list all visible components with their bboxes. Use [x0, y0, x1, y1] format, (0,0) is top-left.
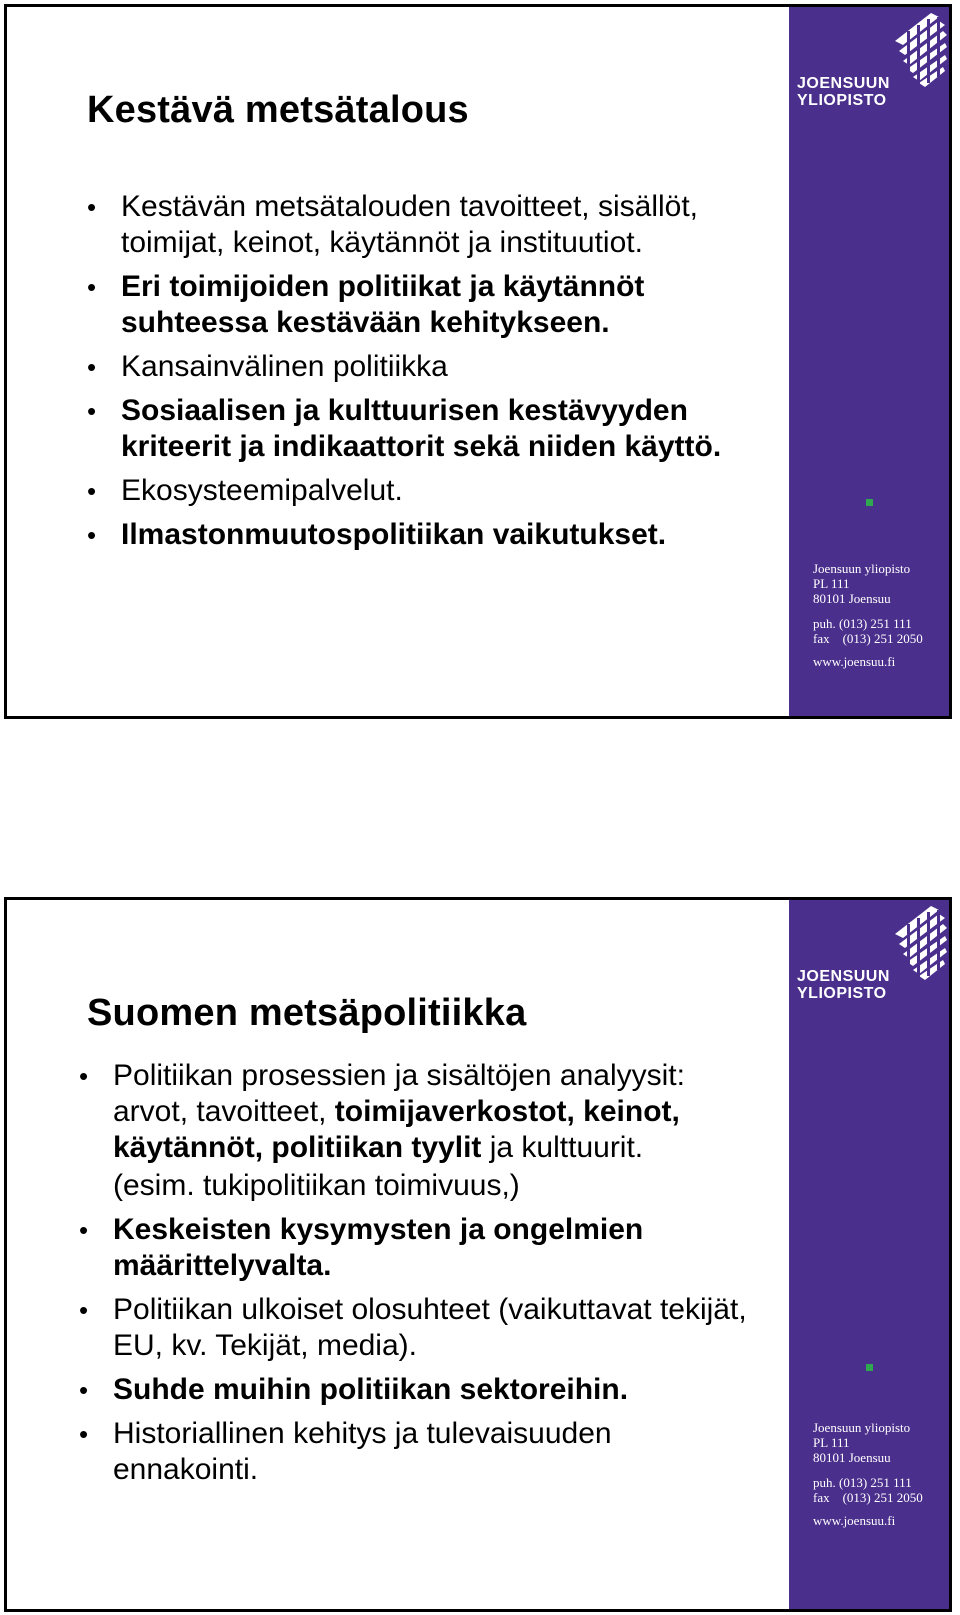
- slide-2: [4, 897, 952, 1612]
- bullet-dot-icon: •: [79, 1215, 89, 1245]
- contact-phone: puh. (013) 251 111: [813, 616, 912, 631]
- green-square-icon: [866, 1364, 873, 1371]
- bullet-text: ja kulttuurit.: [481, 1131, 644, 1164]
- bullet-text: Kansainvälinen politiikka: [121, 350, 448, 383]
- bullet-item: [85, 349, 775, 385]
- slide-title: Kestävä metsätalous: [87, 89, 469, 131]
- contact-url[interactable]: www.joensuu.fi: [813, 654, 896, 669]
- contact-url[interactable]: www.joensuu.fi: [813, 1513, 896, 1528]
- bullet-item: [77, 1372, 757, 1408]
- bullet-text: Historiallinen kehitys ja tulevaisuuden ennakointi.: [113, 1417, 612, 1486]
- bullet-item: [77, 1058, 757, 1166]
- bullet-dot-icon: •: [79, 1061, 89, 1091]
- bullet-dot-icon: •: [87, 272, 97, 302]
- bullet-dot-icon: •: [79, 1375, 89, 1405]
- bullet-text: Ilmastonmuutospolitiikan vaikutukset.: [121, 518, 667, 551]
- bullet-text: Sosiaalisen ja kulttuurisen kestävyyden kriteerit ja indikaattorit sekä niiden käyttö.: [121, 394, 722, 463]
- university-logo-text: [797, 968, 890, 1002]
- bullet-dot-icon: •: [87, 192, 97, 222]
- bullet-text: Suhde muihin politiikan sektoreihin.: [113, 1373, 629, 1406]
- bullet-item: [77, 1416, 757, 1488]
- contact-block: [813, 1420, 923, 1528]
- green-square-icon: [866, 499, 873, 506]
- bullet-dot-icon: •: [87, 396, 97, 426]
- bullet-list: [85, 189, 775, 561]
- logo-line-2: YLIOPISTO: [797, 92, 887, 109]
- bullet-text: Kestävän metsätalouden tavoitteet, sisällöt, toimijat, keinot, käytännöt ja instituutiot.: [121, 190, 699, 259]
- contact-box: PL 111: [813, 576, 850, 591]
- university-logo-text: [797, 75, 890, 109]
- logo-line-1: JOENSUUN: [797, 75, 890, 92]
- bullet-item: [85, 473, 775, 509]
- contact-name: Joensuun yliopisto: [813, 561, 911, 576]
- contact-postal: 80101 Joensuu: [813, 1450, 891, 1465]
- bullet-text: (esim. tukipolitiikan toimivuus,): [113, 1169, 520, 1202]
- bullet-item: [85, 189, 775, 261]
- bullet-text: Politiikan prosessien ja sisältöjen analyysit: arvot, tavoitteet,: [113, 1059, 685, 1128]
- contact-fax: fax (013) 251 2050: [813, 631, 923, 646]
- contact-postal: 80101 Joensuu: [813, 591, 891, 606]
- brand-sidebar: [789, 900, 949, 1609]
- contact-name: Joensuun yliopisto: [813, 1420, 911, 1435]
- slide-content: [7, 900, 792, 1609]
- slide-1: [4, 4, 952, 719]
- bullet-dot-icon: •: [87, 476, 97, 506]
- bullet-item: [85, 517, 775, 553]
- bullet-item: [85, 393, 775, 465]
- bullet-item: [85, 269, 775, 341]
- bullet-dot-icon: •: [79, 1295, 89, 1325]
- bullet-item: [77, 1212, 757, 1284]
- bullet-text: Ekosysteemipalvelut.: [121, 474, 403, 507]
- contact-fax: fax (013) 251 2050: [813, 1490, 923, 1505]
- slide-title: Suomen metsäpolitiikka: [87, 992, 527, 1034]
- bullet-text: Politiikan ulkoiset olosuhteet (vaikuttavat tekijät, EU, kv. Tekijät, media).: [113, 1293, 747, 1362]
- logo-line-2: YLIOPISTO: [797, 985, 887, 1002]
- bullet-text: Keskeisten kysymysten ja ongelmien määrittelyvalta.: [113, 1213, 644, 1282]
- bullet-dot-icon: •: [87, 520, 97, 550]
- bullet-text: toimijaverkostot, keinot, käytännöt, politiikan tyylit: [113, 1095, 680, 1164]
- bullet-item: [77, 1292, 757, 1364]
- bullet-list: [77, 1058, 757, 1496]
- slide-content: [7, 7, 792, 716]
- brand-sidebar: [789, 7, 949, 716]
- contact-block: [813, 561, 923, 669]
- bullet-item: [77, 1168, 757, 1204]
- bullet-dot-icon: •: [87, 352, 97, 382]
- bullet-dot-icon: •: [79, 1419, 89, 1449]
- bullet-text: Eri toimijoiden politiikat ja käytännöt suhteessa kestävään kehitykseen.: [121, 270, 645, 339]
- contact-box: PL 111: [813, 1435, 850, 1450]
- logo-line-1: JOENSUUN: [797, 968, 890, 985]
- contact-phone: puh. (013) 251 111: [813, 1475, 912, 1490]
